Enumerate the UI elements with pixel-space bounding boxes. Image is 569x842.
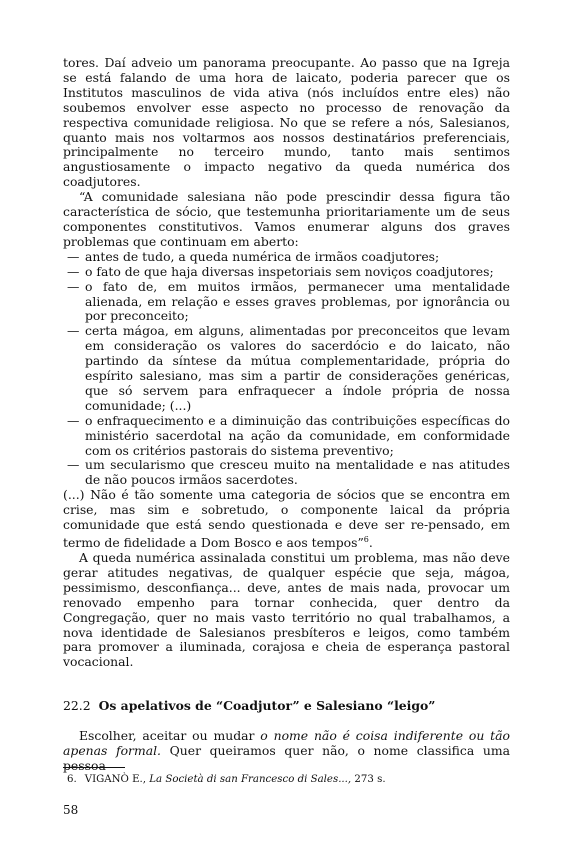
list-item (63, 265, 510, 280)
section-number: 22.2 (63, 698, 91, 714)
list-item (63, 414, 510, 459)
paragraph-3-text: (...) Não é tão somente uma categoria de sócios que se encontra em crise, mas sim e sobretudo, o componente laical da própria comunidade que está sendo questionada e deve ser re-pensado, em termo de fidelidade a Dom Bosco e aos tempos” (63, 487, 510, 551)
page-number: 58 (63, 803, 79, 817)
paragraph-5-italic: o nome não é coisa indiferente ou tão apenas formal. (63, 728, 511, 759)
paragraph-3 (63, 488, 510, 551)
list-item (63, 280, 510, 325)
footnote-reference[interactable]: 6 (363, 535, 369, 544)
list-item-text: antes de tudo, a queda numérica de irmãos coadjutores; (85, 248, 440, 264)
footnote-pages: 273 s. (354, 774, 386, 785)
list-item-text: certa mágoa, em alguns, alimentadas por preconceitos que levam em consideração os valores do sacerdócio e do laicato, não partindo da síntese da mútua complementaridade, própria do espírito salesiano, mas sim a partir de considerações genéricas, que só servem para enfraquecer a índole própria de nossa comunidade; (...) (85, 323, 510, 413)
dash-marker: — (67, 412, 80, 428)
paragraph-5 (63, 729, 510, 774)
list-item (63, 250, 510, 265)
footnote-number: 6. (67, 774, 77, 785)
dash-marker: — (67, 457, 80, 473)
footnote-title: La Società di san Francesco di Sales..., (149, 774, 352, 785)
body-text (63, 56, 510, 774)
list-item (63, 458, 510, 488)
paragraph-3-end: . (368, 535, 373, 551)
dash-marker: — (67, 278, 80, 294)
dash-marker: — (67, 263, 80, 279)
paragraph-2: “A comunidade salesiana não pode prescindir dessa figura tão característica de sócio, que testemunha prioritariamente um de seus componentes constitutivos. Vamos enumerar alguns dos graves problemas que continuam em aberto: (63, 189, 510, 249)
paragraph-4: A queda numérica assinalada constitui um problema, mas não deve gerar atitudes negativas, de qualquer espécie que seja, mágoa, pessimismo, desconfiança... deve, antes de mais nada, provocar um renovado empenho para tornar conhecida, quer dentro da Congregação, quer no mais vasto território no qual trabalhamos, a nova identidade de Salesianos presbíteros e leigos, como também para promover a iluminada, corajosa e cheia de esperança pastoral vocacional. (63, 550, 510, 670)
list-item (63, 324, 510, 413)
list-item-text: o fato de, em muitos irmãos, permanecer uma mentalidade alienada, em relação e esses graves problemas, por ignorância ou por preconceito; (85, 278, 510, 324)
paragraph-1: tores. Daí adveio um panorama preocupante. Ao passo que na Igreja se está falando de uma hora de laicato, poderia parecer que os Institutos masculinos de vida ativa (nós incluídos entre eles) não soubemos envolver esse aspecto no processo de renovação da respectiva comunidade religiosa. No que se refere a nós, Salesianos, quanto mais nos voltarmos aos nossos destinatários preferenciais, principalmente no terceiro mundo, tanto mais sentimos angustiosamente o impacto negativo da queda numérica dos coadjutores. (63, 55, 510, 190)
list-item-text: o fato de que haja diversas inspetoriais sem noviços coadjutores; (85, 263, 494, 279)
section-heading (63, 698, 510, 713)
list-item-text: o enfraquecimento e a diminuição das contribuições específicas do ministério sacerdotal na ação da comunidade, em conformidade com os critérios pastorais do sistema preventivo; (85, 412, 510, 458)
section-title: Os apelativos de “Coadjutor” e Salesiano “leigo” (98, 698, 436, 714)
paragraph-5-end: Quer queiramos quer não, o nome classifica uma pessoa (63, 743, 510, 774)
footnote (63, 773, 510, 786)
dash-marker: — (67, 323, 80, 339)
footnote-divider (63, 767, 125, 768)
paragraph-5-start: Escolher, aceitar ou mudar (79, 728, 261, 744)
footnote-author: VIGANÒ E., (84, 774, 147, 785)
list-item-text: um secularismo que cresceu muito na mentalidade e nas atitudes de não poucos irmãos sacerdotes. (85, 457, 510, 488)
dash-marker: — (67, 248, 80, 264)
